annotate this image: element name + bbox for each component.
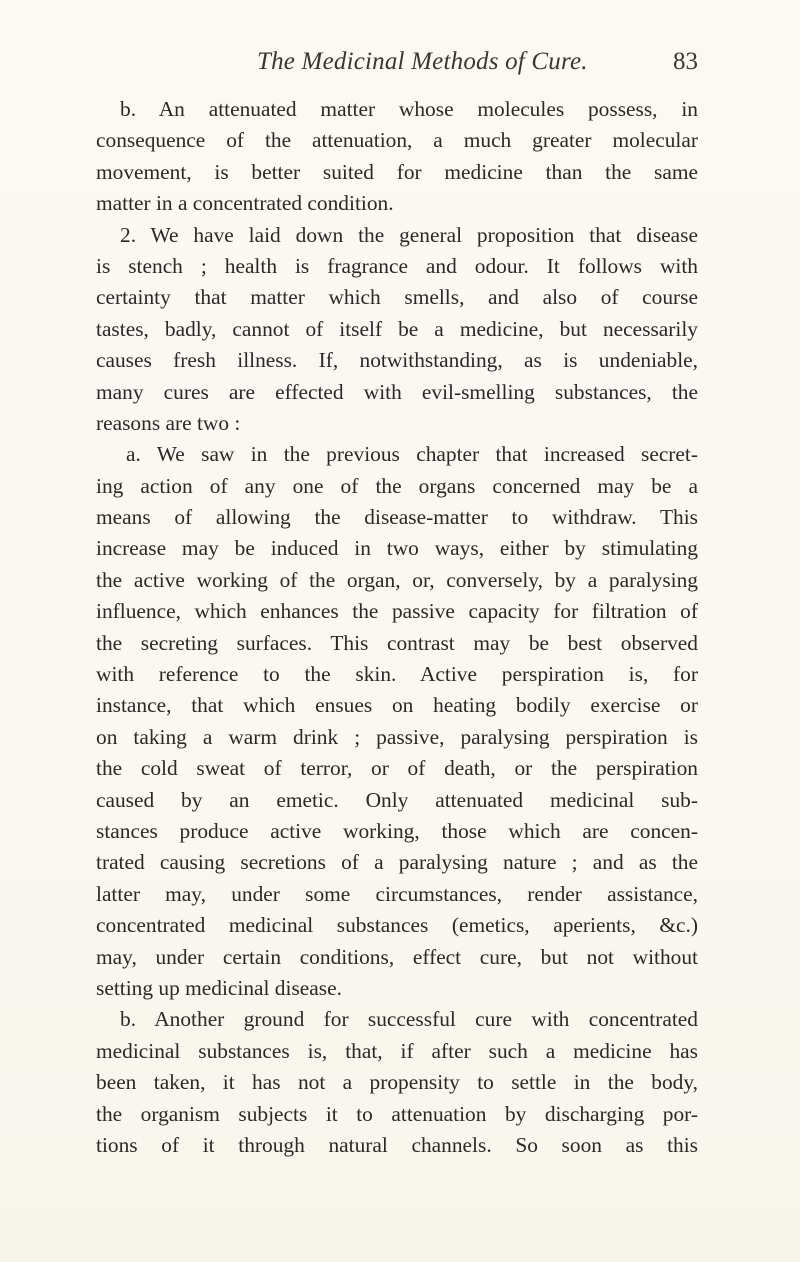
text-line: stances produce active working, those which are concen- [96, 818, 698, 843]
text-line: causes fresh illness. If, notwithstanding, as is undeniable, [96, 348, 698, 373]
text-line: trated causing secretions of a paralysing nature ; and as the [96, 850, 698, 875]
body-text [96, 94, 698, 1161]
text-line: latter may, under some circumstances, render assistance, [96, 881, 698, 906]
text-line: reasons are two : [96, 410, 241, 435]
text-line: tastes, badly, cannot of itself be a medicine, but necessarily [96, 316, 698, 341]
text-line: b. Another ground for successful cure with concentrated [120, 1007, 698, 1032]
text-line: with reference to the skin. Active perspiration is, for [96, 662, 698, 687]
text-line: the active working of the organ, or, conversely, by a paralysing [96, 567, 698, 592]
text-line: consequence of the attenuation, a much greater molecular [96, 128, 698, 153]
text-line: increase may be induced in two ways, either by stimulating [96, 536, 698, 561]
text-line: movement, is better suited for medicine than the same [96, 159, 698, 184]
text-line: a. We saw in the previous chapter that increased secret- [126, 442, 698, 467]
text-line: setting up medicinal disease. [96, 975, 342, 1000]
text-line: is stench ; health is fragrance and odour. It follows with [96, 253, 698, 278]
running-title: The Medicinal Methods of Cure. [257, 48, 588, 75]
text-line: b. An attenuated matter whose molecules possess, in [120, 97, 698, 121]
text-line: may, under certain conditions, effect cure, but not without [96, 944, 698, 969]
text-line: tions of it through natural channels. So soon as this [96, 1132, 698, 1157]
text-line: matter in a concentrated condition. [96, 191, 394, 216]
text-line: medicinal substances is, that, if after such a medicine has [96, 1038, 698, 1063]
text-line: been taken, it has not a propensity to settle in the body, [96, 1070, 698, 1095]
text-line: 2. We have laid down the general proposition that disease [120, 222, 698, 247]
text-line: instance, that which ensues on heating bodily exercise or [96, 693, 698, 718]
text-line: the secreting surfaces. This contrast may be best observed [96, 630, 698, 655]
text-line: caused by an emetic. Only attenuated medicinal sub- [96, 787, 698, 812]
text-line: concentrated medicinal substances (emetics, aperients, &c.) [96, 913, 698, 938]
text-line: certainty that matter which smells, and also of course [96, 285, 698, 310]
text-line: on taking a warm drink ; passive, paralysing perspiration is [96, 724, 698, 749]
text-line: means of allowing the disease-matter to withdraw. This [96, 505, 698, 530]
text-line: the organism subjects it to attenuation by discharging por- [96, 1101, 698, 1126]
text-line: ing action of any one of the organs concerned may be a [96, 473, 698, 498]
page-number: 83 [673, 48, 698, 75]
text-line: many cures are effected with evil-smelling substances, the [96, 379, 698, 404]
text-line: influence, which enhances the passive capacity for filtration of [96, 599, 698, 624]
running-head [96, 48, 698, 84]
text-line: the cold sweat of terror, or of death, or the perspiration [96, 756, 698, 781]
